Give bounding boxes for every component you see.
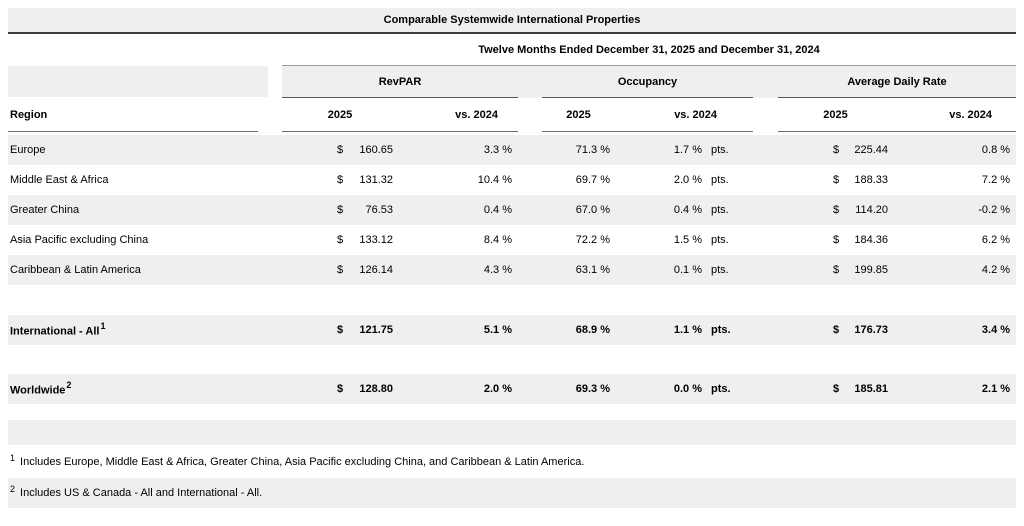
- dollar-sign: $: [833, 144, 840, 156]
- header-gap: [518, 98, 542, 132]
- group-gap: [753, 66, 778, 98]
- adr-value: 225.44: [854, 144, 889, 156]
- adr-vs-cell: -0.2 %: [893, 195, 1016, 225]
- adr-2025-cell: [778, 315, 893, 345]
- region-group-spacer: [8, 66, 282, 98]
- dollar-sign: $: [337, 204, 344, 216]
- footnote-ref: 1: [100, 321, 106, 332]
- revpar-vs-cell: 2.0 %: [398, 374, 518, 404]
- table-row-greater-china: [8, 195, 1016, 225]
- revpar-value: 160.65: [359, 144, 393, 156]
- table-row-asia-pacific: [8, 225, 1016, 255]
- adr-value: 185.81: [854, 383, 889, 395]
- pts-label: pts.: [707, 135, 753, 165]
- pts-label: pts.: [707, 255, 753, 285]
- footnote-1: [8, 445, 1016, 478]
- column-header-row: [8, 98, 1016, 132]
- footnote-text: Includes US & Canada - All and International - All.: [20, 487, 263, 499]
- occupancy-vs-cell: 0.0 %: [615, 374, 707, 404]
- occupancy-2025-cell: 69.3 %: [542, 374, 615, 404]
- table-row-europe: [8, 135, 1016, 165]
- subtitle-row: [8, 34, 1016, 66]
- footnote-ref: 1: [10, 452, 16, 463]
- revpar-2025-cell: [282, 225, 398, 255]
- table-row-middle-east-africa: [8, 165, 1016, 195]
- adr-vs-cell: 4.2 %: [893, 255, 1016, 285]
- region-cell: International - All$^1$: [8, 315, 282, 345]
- pts-label: pts.: [707, 315, 753, 345]
- dollar-sign: $: [337, 324, 344, 336]
- dollar-sign: $: [337, 144, 344, 156]
- dollar-sign: $: [337, 383, 344, 395]
- revpar-2025-cell: [282, 165, 398, 195]
- occupancy-vs-cell: 0.4 %: [615, 195, 707, 225]
- adr-vs-cell: 2.1 %: [893, 374, 1016, 404]
- occupancy-2025-cell: 71.3 %: [542, 135, 615, 165]
- region-cell: Middle East & Africa: [10, 174, 109, 186]
- revpar-year-header: 2025: [282, 98, 398, 132]
- properties-table: [8, 66, 1016, 404]
- occupancy-vs-header: vs. 2024: [615, 98, 753, 132]
- revpar-vs-cell: 0.4 %: [398, 195, 518, 225]
- dollar-sign: $: [833, 234, 840, 246]
- empty-band: [8, 420, 1016, 445]
- revpar-2025-cell: [282, 374, 398, 404]
- spacer-row: [8, 345, 1016, 374]
- dollar-sign: $: [337, 174, 344, 186]
- adr-value: 188.33: [854, 174, 889, 186]
- revpar-vs-cell: 4.3 %: [398, 255, 518, 285]
- revpar-vs-cell: 10.4 %: [477, 174, 512, 186]
- region-cell: Caribbean & Latin America: [8, 255, 282, 285]
- adr-2025-cell: [778, 135, 893, 165]
- region-cell: Worldwide$^2$: [8, 374, 282, 404]
- adr-2025-cell: [778, 255, 893, 285]
- occupancy-vs-cell: 1.1 %: [615, 315, 707, 345]
- table-row-caribbean-latin-america: [8, 255, 1016, 285]
- pts-label: pts.: [707, 374, 753, 404]
- adr-2025-cell: [778, 225, 893, 255]
- adr-vs-cell: 3.4 %: [893, 315, 1016, 345]
- revpar-2025-cell: [282, 195, 398, 225]
- revpar-value: 131.32: [359, 174, 393, 186]
- group-gap: [518, 66, 542, 98]
- revpar-2025-cell: [282, 135, 398, 165]
- column-group-occupancy: Occupancy: [542, 66, 753, 98]
- title-bar: [8, 8, 1016, 34]
- footnote-ref: 2: [10, 484, 16, 494]
- adr-value: 199.85: [854, 264, 889, 276]
- revpar-value: 126.14: [359, 264, 393, 276]
- adr-vs-header: vs. 2024: [893, 98, 1016, 132]
- footnote-2: [8, 478, 1016, 508]
- pts-label: pts.: [711, 174, 729, 186]
- revpar-2025-cell: [282, 255, 398, 285]
- region-cell: Greater China: [8, 195, 282, 225]
- revpar-value: 128.80: [359, 383, 393, 395]
- revpar-vs-cell: 5.1 %: [398, 315, 518, 345]
- footnote-ref: 2: [66, 380, 72, 391]
- dollar-sign: $: [833, 204, 840, 216]
- adr-year-header: 2025: [778, 98, 893, 132]
- occupancy-2025-cell: 68.9 %: [542, 315, 615, 345]
- dollar-sign: $: [833, 383, 840, 395]
- footnote-text: Includes Europe, Middle East & Africa, Greater China, Asia Pacific excluding China, and Caribbean & Latin America.: [20, 455, 585, 468]
- occupancy-vs-cell: 1.7 %: [615, 135, 707, 165]
- adr-vs-cell: 7.2 %: [981, 174, 1011, 186]
- table-row-worldwide: [8, 374, 1016, 404]
- occupancy-2025-cell: 63.1 %: [542, 255, 615, 285]
- revpar-vs-header: vs. 2024: [398, 98, 518, 132]
- occupancy-2025-cell: 67.0 %: [542, 195, 615, 225]
- revpar-vs-cell: 8.4 %: [483, 234, 512, 246]
- period-subtitle: Twelve Months Ended December 31, 2025 and December 31, 2024: [282, 34, 1016, 66]
- column-group-adr: Average Daily Rate: [778, 66, 1016, 98]
- page-title: Comparable Systemwide International Properties: [383, 14, 641, 26]
- adr-value: 176.73: [854, 324, 889, 336]
- adr-value: 184.36: [854, 234, 889, 246]
- revpar-vs-cell: 3.3 %: [398, 135, 518, 165]
- occupancy-vs-cell: 0.1 %: [615, 255, 707, 285]
- dollar-sign: $: [833, 324, 840, 336]
- dollar-sign: $: [833, 264, 840, 276]
- dollar-sign: $: [337, 234, 344, 246]
- revpar-value: 76.53: [365, 204, 393, 216]
- table-row-international-all: [8, 315, 1016, 345]
- adr-vs-cell: 0.8 %: [893, 135, 1016, 165]
- adr-2025-cell: [778, 165, 893, 195]
- spacer-row: [8, 285, 1016, 315]
- pts-label: pts.: [711, 234, 729, 246]
- adr-value: 114.20: [855, 204, 889, 216]
- column-group-header-row: [8, 66, 1016, 98]
- region-column-header: Region: [8, 98, 282, 132]
- column-group-revpar: RevPAR: [282, 66, 518, 98]
- revpar-value: 133.12: [359, 234, 393, 246]
- occupancy-vs-cell: 1.5 %: [673, 234, 702, 246]
- region-cell: Europe: [8, 135, 282, 165]
- header-gap: [753, 98, 778, 132]
- revpar-value: 121.75: [359, 324, 393, 336]
- region-cell: Asia Pacific excluding China: [10, 234, 149, 246]
- pts-label: pts.: [707, 195, 753, 225]
- adr-2025-cell: [778, 195, 893, 225]
- spacer: [8, 404, 1016, 420]
- adr-vs-cell: 6.2 %: [981, 234, 1011, 246]
- revpar-2025-cell: [282, 315, 398, 345]
- adr-2025-cell: [778, 374, 893, 404]
- occupancy-vs-cell: 2.0 %: [673, 174, 702, 186]
- occupancy-2025-cell: 69.7 %: [575, 174, 610, 186]
- occupancy-year-header: 2025: [542, 98, 615, 132]
- occupancy-2025-cell: 72.2 %: [575, 234, 610, 246]
- dollar-sign: $: [337, 264, 344, 276]
- dollar-sign: $: [833, 174, 840, 186]
